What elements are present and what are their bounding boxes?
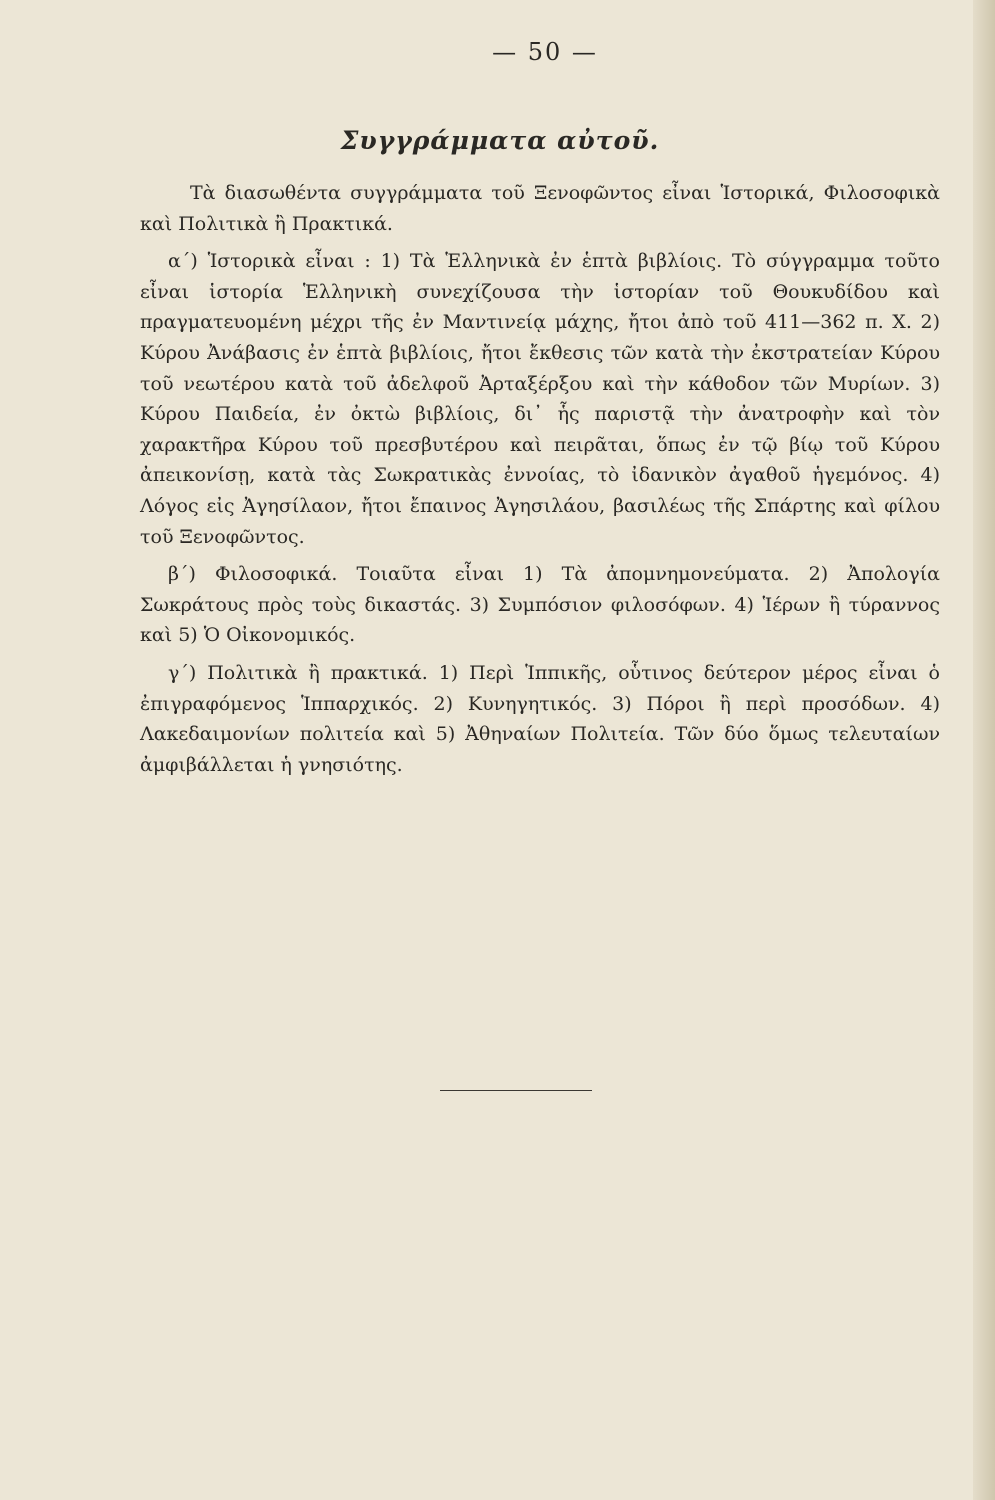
section-divider: [440, 1090, 592, 1091]
section-heading: Συγγράμματα αὐτοῦ.: [340, 126, 660, 155]
paragraph-historical: α΄) Ἱστορικὰ εἶναι : 1) Τὰ Ἑλληνικὰ ἐν ἑπτὰ βιβλίοις. Τὸ σύγγραμμα τοῦτο εἶναι ἱστορία Ἑλληνικὴ συνεχίζουσα τὴν ἱστορίαν τοῦ Θουκυδίδου καὶ πραγματευομένη μέχρι τῆς ἐν Μαντινείᾳ μάχης, ἤτοι ἀπὸ τοῦ 411—362 π. Χ. 2) Κύρου Ἀνάβασις ἐν ἑπτὰ βιβλίοις, ἤτοι ἔκθεσις τῶν κατὰ τὴν ἐκστρατείαν Κύρου τοῦ νεωτέρου κατὰ τοῦ ἀδελφοῦ Ἀρταξέρξου καὶ τὴν κάθοδον τῶν Μυρίων. 3) Κύρου Παιδεία, ἐν ὀκτὼ βιβλίοις, δι᾽ ἧς παριστᾷ τὴν ἀνατροφὴν καὶ τὸν χαρακτῆρα Κύρου τοῦ πρεσβυτέρου καὶ πειρᾶται, ὅπως ἐν τῷ βίῳ τοῦ Κύρου ἀπεικονίσῃ, κατὰ τὰς Σωκρατικὰς ἐννοίας, τὸ ἰδανικὸν ἀγαθοῦ ἡγεμόνος. 4) Λόγος εἰς Ἀγησίλαον, ἤτοι ἔπαινος Ἀγησιλάου, βασιλέως τῆς Σπάρτης καὶ φίλου τοῦ Ξενοφῶντος.: [140, 250, 940, 548]
page-number: — 50 —: [492, 38, 598, 66]
text-body: [140, 178, 940, 787]
paragraph-intro: Τὰ διασωθέντα συγγράμματα τοῦ Ξενοφῶντος εἶναι Ἱστορικά, Φιλοσοφικὰ καὶ Πολιτικὰ ἢ Πρακτικά.: [140, 182, 940, 235]
page-edge: [973, 0, 995, 1500]
paragraph-political: γ΄) Πολιτικὰ ἢ πρακτικά. 1) Περὶ Ἱππικῆς, οὗτινος δεύτερον μέρος εἶναι ὁ ἐπιγραφόμενος Ἱππαρχικός. 2) Κυνηγητικός. 3) Πόροι ἢ περὶ προσόδων. 4) Λακεδαιμονίων πολιτεία καὶ 5) Ἀθηναίων Πολιτεία. Τῶν δύο ὅμως τελευταίων ἀμφιβάλλεται ἡ γνησιότης.: [140, 661, 940, 776]
paragraph-philosophical: β΄) Φιλοσοφικά. Τοιαῦτα εἶναι 1) Τὰ ἀπομνημονεύματα. 2) Ἀπολογία Σωκράτους πρὸς τοὺς δικαστάς. 3) Συμπόσιον φιλοσόφων. 4) Ἱέρων ἢ τύραννος καὶ 5) Ὁ Οἰκονομικός.: [140, 563, 940, 647]
